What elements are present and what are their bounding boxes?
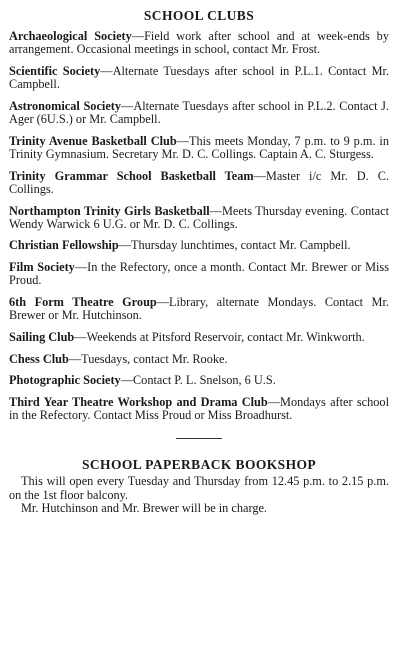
section-divider <box>176 438 222 439</box>
bookshop-description <box>9 475 389 515</box>
club-details: —Field work after school and at week-ends by arrangement. Occasional meetings in school, contact Mr. Frost. <box>9 29 389 57</box>
club-entry-girls-basketball <box>9 205 389 231</box>
bookshop-paragraph-staff: Mr. Hutchinson and Mr. Brewer will be in charge. <box>21 501 268 516</box>
section-heading-bookshop: SCHOOL PAPERBACK BOOKSHOP <box>81 457 317 473</box>
club-entry-scientific <box>9 65 389 91</box>
bookshop-paragraph-hours: This will open every Tuesday and Thursday from 12.45 p.m. to 2.15 p.m. on the 1st floor balcony. <box>9 474 389 502</box>
club-details: —Library, alternate Mondays. Contact Mr. Brewer or Mr. Hutchinson. <box>9 295 389 323</box>
club-details: —Master i/c Mr. D. C. Collings. <box>9 168 389 196</box>
club-name: Trinity Avenue Basketball Club <box>9 133 177 148</box>
document-page <box>9 8 389 516</box>
club-details: —Tuesdays, contact Mr. Rooke. <box>68 351 228 366</box>
club-name: Trinity Grammar School Basketball Team <box>9 168 254 183</box>
club-details: —Meets Thursday evening. Contact Wendy Warwick 6 U.G. or Mr. D. C. Collings. <box>9 203 389 231</box>
club-details: —Mondays after school in the Refectory. Contact Miss Proud or Miss Broadhurst. <box>9 395 389 423</box>
club-details: —Alternate Tuesdays after school in P.L.1. Contact Mr. Campbell. <box>9 63 389 92</box>
club-entry-drama-club <box>9 396 389 422</box>
section-heading-school-clubs: SCHOOL CLUBS <box>143 8 255 23</box>
club-entry-grammar-school-basketball <box>9 170 389 196</box>
club-details: —Weekends at Pitsford Reservoir, contact Mr. Winkworth. <box>74 329 365 344</box>
club-name: Film Society <box>9 260 75 275</box>
club-name: Archaeological Society <box>9 29 132 43</box>
club-name: Chess Club <box>9 351 69 366</box>
club-name: Northampton Trinity Girls Basketball <box>9 203 210 218</box>
club-entry-christian-fellowship <box>9 239 389 252</box>
club-name: Astronomical Society <box>9 98 122 113</box>
club-details: —In the Refectory, once a month. Contact Mr. Brewer or Miss Proud. <box>9 260 389 288</box>
club-entry-photographic <box>9 374 389 387</box>
club-entry-archaeological <box>9 30 389 56</box>
club-entry-film-society <box>9 261 389 287</box>
club-entry-sailing <box>9 331 389 344</box>
club-name: Christian Fellowship <box>9 238 119 253</box>
club-details: —This meets Monday, 7 p.m. to 9 p.m. in Trinity Gymnasium. Secretary Mr. D. C. Collings. Captain A. C. Sturgess. <box>9 133 389 161</box>
club-name: Third Year Theatre Workshop and Drama Club <box>9 395 268 410</box>
club-entry-chess <box>9 353 389 366</box>
club-details: —Alternate Tuesdays after school in P.L.2. Contact J. Ager (6U.S.) or Mr. Campbell. <box>9 98 390 127</box>
club-name: 6th Form Theatre Group <box>9 295 157 310</box>
club-entry-astronomical <box>9 100 389 126</box>
club-name: Scientific Society <box>9 63 101 78</box>
club-entry-theatre-group <box>9 296 389 322</box>
club-name: Sailing Club <box>9 329 75 344</box>
club-details: —Contact P. L. Snelson, 6 U.S. <box>120 373 276 388</box>
club-details: —Thursday lunchtimes, contact Mr. Campbell. <box>118 238 351 253</box>
club-entry-trinity-avenue-basketball <box>9 135 389 161</box>
club-name: Photographic Society <box>9 373 121 388</box>
